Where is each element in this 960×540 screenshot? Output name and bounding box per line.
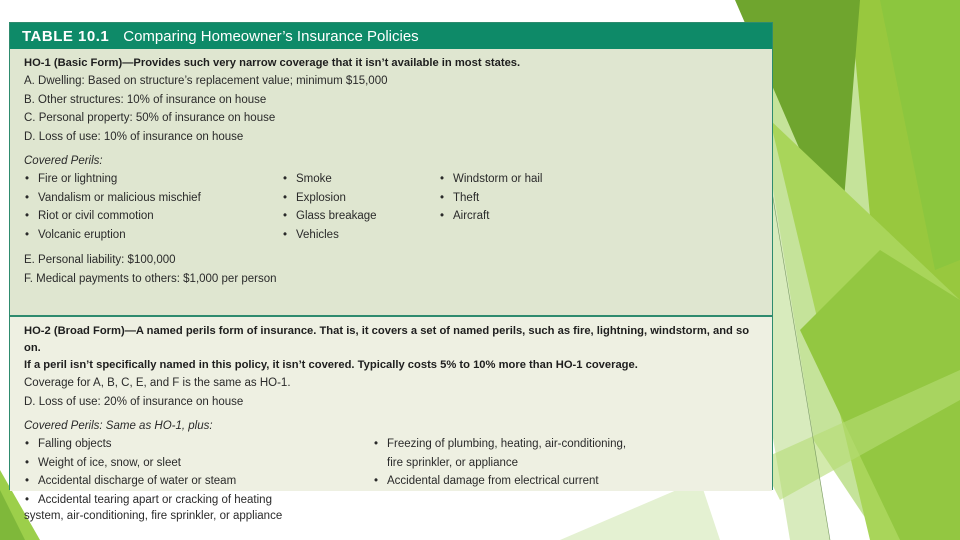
ho2-coverage-same: Coverage for A, B, C, E, and F is the same as HO-1. <box>24 377 291 389</box>
list-item: • Falling objects <box>24 435 282 454</box>
list-item: • Vandalism or malicious mischief <box>24 189 201 208</box>
ho1-coverage-c: C. Personal property: 50% of insurance on house <box>24 112 276 124</box>
list-item: • Windstorm or hail <box>439 170 542 189</box>
list-item: • Vehicles <box>282 226 377 245</box>
list-item: • Theft <box>439 189 542 208</box>
list-item-continuation: fire sprinkler, or appliance <box>387 456 519 469</box>
list-item: • Explosion <box>282 189 377 208</box>
ho2-perils-column-1 <box>24 435 282 523</box>
ho2-perils-list <box>24 435 760 522</box>
list-item: • Glass breakage <box>282 207 377 226</box>
table-title: Comparing Homeowner’s Insurance Policies <box>123 27 419 45</box>
list-item: • Accidental discharge of water or steam <box>24 472 282 491</box>
list-item: • Accidental tearing apart or cracking of heating <box>24 491 282 510</box>
ho2-perils-column-2 <box>373 435 626 491</box>
ho1-coverage-b: B. Other structures: 10% of insurance on house <box>24 93 267 106</box>
list-item: • Aircraft <box>439 207 542 226</box>
ho1-coverage-a: A. Dwelling: Based on structure’s replacement value; minimum $15,000 <box>24 75 388 87</box>
ho2-perils-title: Covered Perils: Same as HO-1, plus: <box>24 420 213 432</box>
ho1-coverage-d: D. Loss of use: 10% of insurance on house <box>24 130 244 143</box>
ho2-section <box>10 315 772 522</box>
table-number: TABLE 10.1 <box>22 27 110 45</box>
list-item: • Volcanic eruption <box>24 226 201 245</box>
ho1-coverage-f: F. Medical payments to others: $1,000 per person <box>24 272 277 285</box>
ho2-heading-line-2: If a peril isn’t specifically named in this policy, it isn’t covered. Typically costs 5% to 10% more than HO-1 coverage. <box>24 359 638 371</box>
list-item: • Freezing of plumbing, heating, air-conditioning, <box>373 435 626 454</box>
list-item: • Accidental damage from electrical current <box>373 472 626 491</box>
ho1-section <box>10 49 772 315</box>
insurance-comparison-table <box>9 22 773 522</box>
ho1-heading: HO-1 (Basic Form)—Provides such very narrow coverage that it isn’t available in most states. <box>24 57 521 69</box>
ho2-heading-line-1: HO-2 (Broad Form)—A named perils form of insurance. That is, it covers a set of named perils, such as fire, lightning, windstorm, and so on. <box>24 325 750 354</box>
ho1-perils-column-1 <box>24 170 201 244</box>
ho1-perils-title: Covered Perils: <box>24 155 103 167</box>
list-item: • Riot or civil commotion <box>24 207 201 226</box>
list-item: • Fire or lightning <box>24 170 201 189</box>
table-header <box>10 23 772 49</box>
list-item: • Weight of ice, snow, or sleet <box>24 454 282 473</box>
ho1-coverage-e: E. Personal liability: $100,000 <box>24 254 176 266</box>
list-item-continuation: system, air-conditioning, fire sprinkler, or appliance <box>24 510 283 522</box>
ho1-perils-list <box>24 170 760 245</box>
ho1-perils-column-3 <box>439 170 542 226</box>
ho1-perils-column-2 <box>282 170 377 244</box>
list-item: • Smoke <box>282 170 377 189</box>
ho2-coverage-d: D. Loss of use: 20% of insurance on house <box>24 395 244 408</box>
